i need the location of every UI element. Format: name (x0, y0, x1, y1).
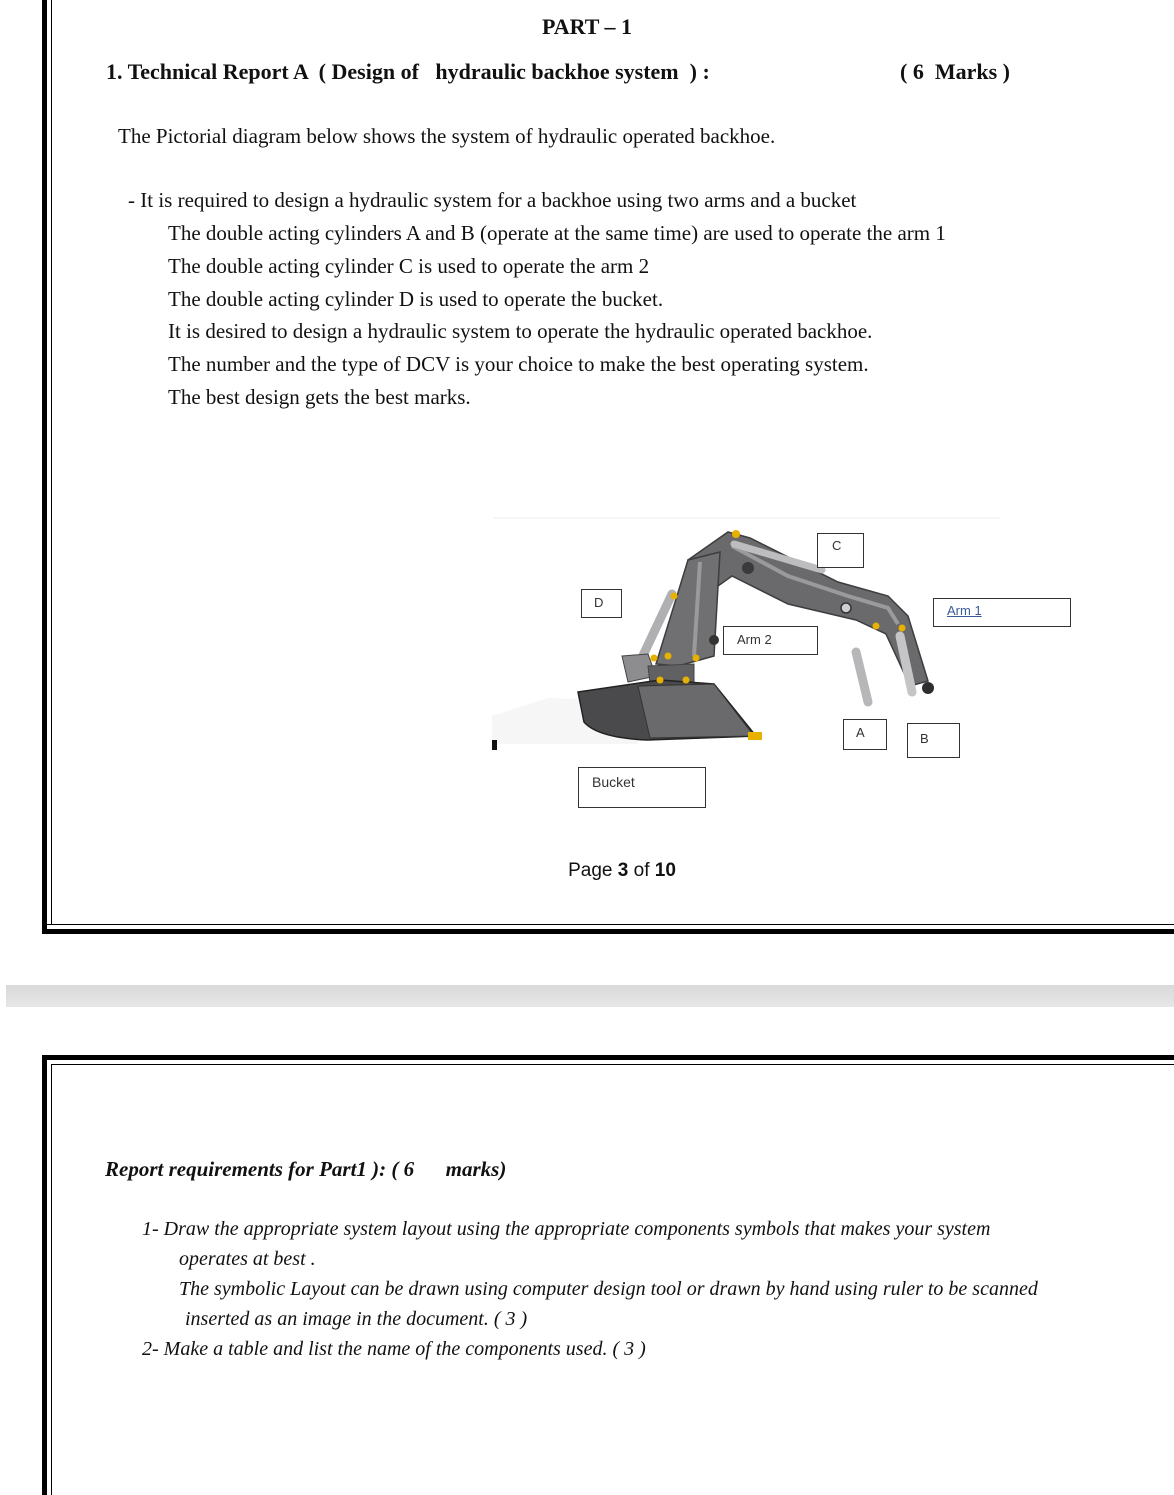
label-a: A (843, 719, 887, 750)
report-marks: ( 6 Marks ) (900, 59, 1010, 84)
requirement-line: - It is required to design a hydraulic system for a backhoe using two arms and a bucket (128, 188, 857, 212)
requirement-line: The double acting cylinder C is used to operate the arm 2 (168, 254, 650, 278)
report-requirement-1-note: The symbolic Layout can be drawn using computer design tool or drawn by hand using ruler to be scanned (179, 1278, 1038, 1300)
requirement-line: It is desired to design a hydraulic system to operate the hydraulic operated backhoe. (168, 319, 873, 343)
page-separator (6, 985, 1174, 1007)
page-number-prefix: Page (568, 860, 618, 881)
label-arm-2: Arm 2 (723, 626, 818, 655)
label-c: C (817, 533, 864, 568)
report-requirement-1-note-cont: inserted as an image in the document. ( 3 ) (185, 1308, 528, 1330)
page-number-current: 3 (617, 860, 629, 881)
label-d: D (581, 589, 622, 618)
requirement-line: The number and the type of DCV is your choice to make the best operating system. (168, 352, 869, 376)
backhoe-illustration (488, 516, 1004, 816)
label-b: B (907, 723, 960, 758)
report-requirement-1-cont: operates at best . (179, 1248, 316, 1270)
page-number-total: 10 (654, 860, 676, 881)
report-requirement-1: 1- Draw the appropriate system layout using the appropriate components symbols that makes your system (142, 1218, 991, 1240)
label-bucket: Bucket (578, 767, 706, 808)
backhoe-diagram (488, 516, 1004, 816)
part-title: PART – 1 (541, 14, 633, 39)
page-number (0, 860, 1174, 882)
intro-text: The Pictorial diagram below shows the system of hydraulic operated backhoe. (118, 124, 776, 148)
arm-1-shape (688, 532, 928, 686)
page-4-frame (42, 1055, 1174, 1495)
requirement-line: The double acting cylinder D is used to operate the bucket. (168, 287, 664, 311)
report-title: 1. Technical Report A ( Design of hydraulic backhoe system ) : (106, 59, 710, 84)
report-requirements-title: Report requirements for Part1 ): ( 6 marks) (105, 1157, 507, 1181)
report-requirement-2: 2- Make a table and list the name of the components used. ( 3 ) (142, 1338, 646, 1360)
cylinder-a (856, 652, 868, 702)
page-number-middle: of (628, 860, 655, 881)
requirement-line: The best design gets the best marks. (168, 385, 471, 409)
label-arm-1: Arm 1 (933, 598, 1071, 627)
requirement-line: The double acting cylinders A and B (operate at the same time) are used to operate the arm 1 (168, 221, 946, 245)
marker (492, 740, 497, 750)
